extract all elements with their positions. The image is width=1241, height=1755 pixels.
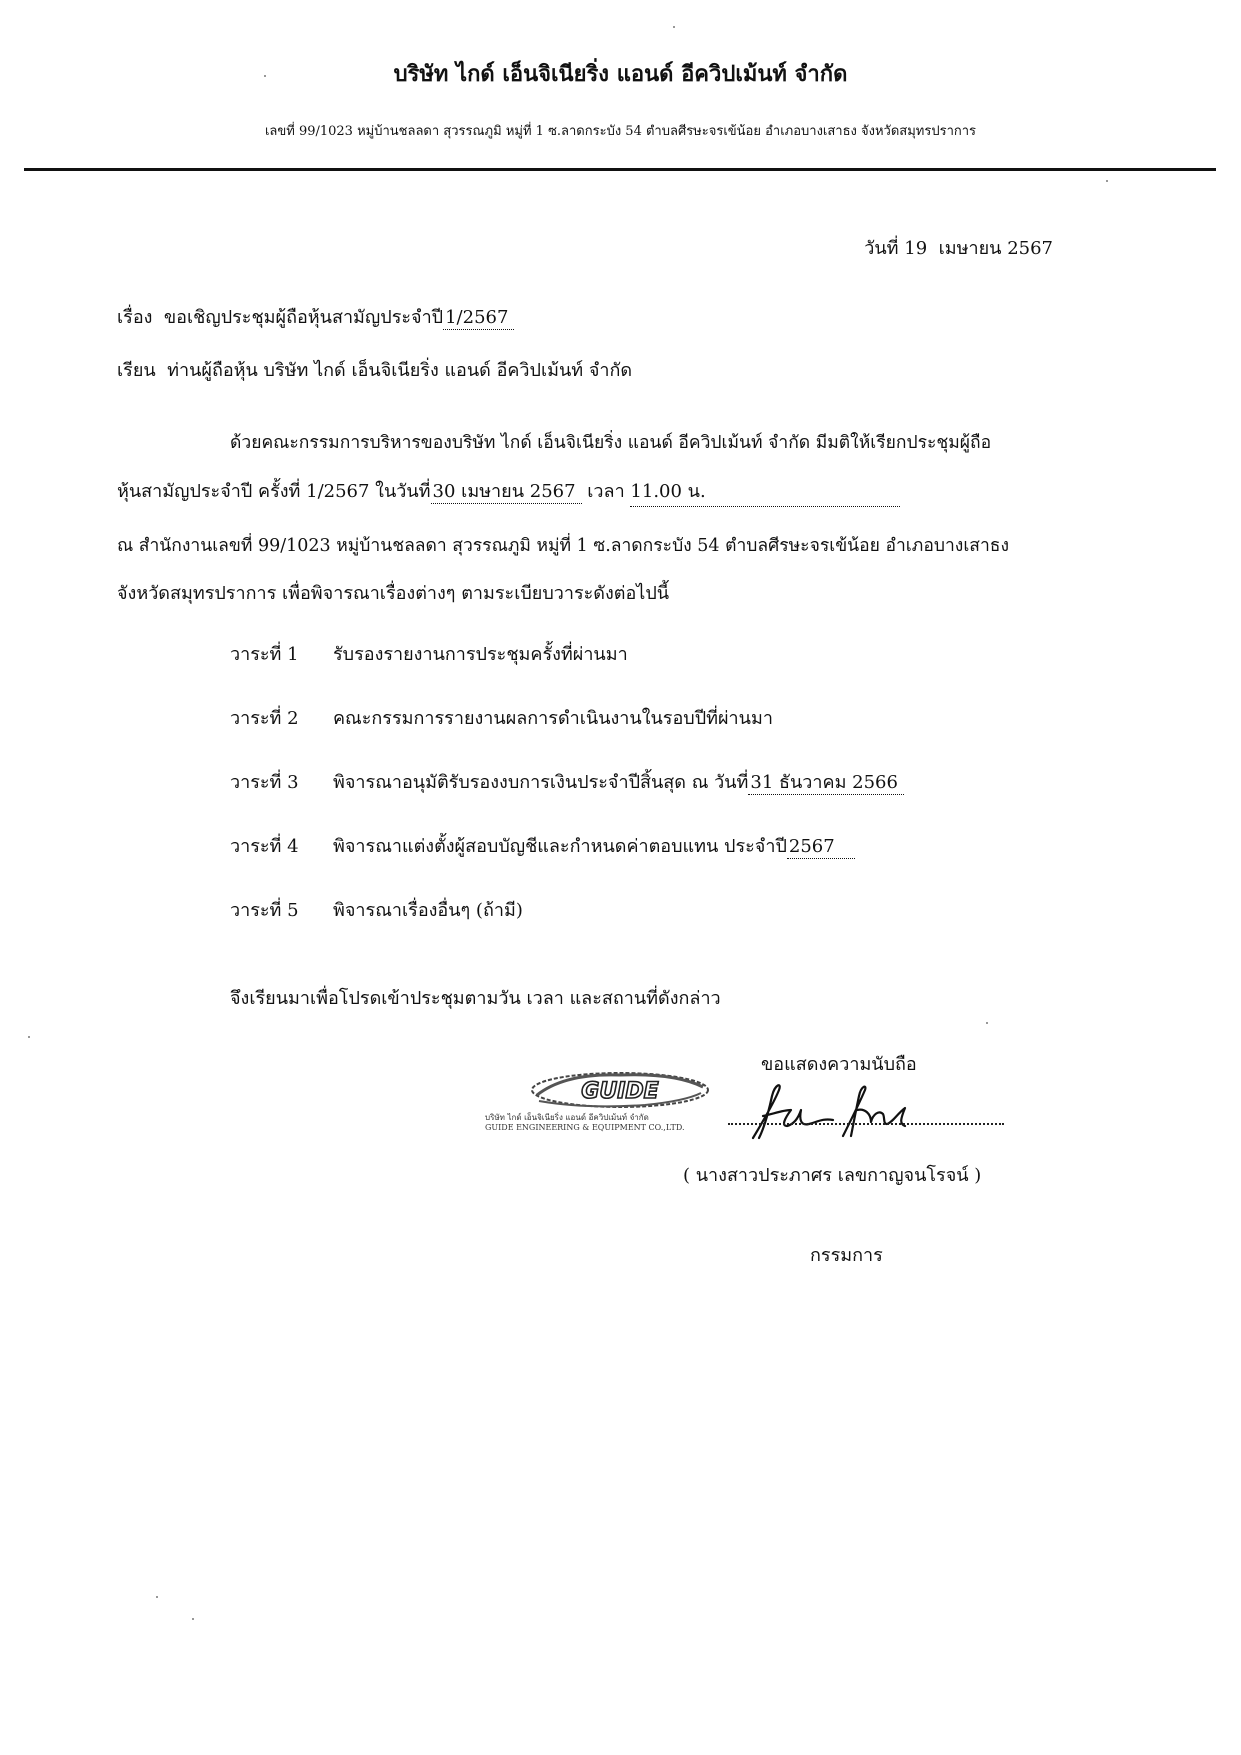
letter-date [864, 233, 1053, 262]
header-divider [24, 168, 1216, 171]
scan-speck [192, 1618, 194, 1620]
salutation-text: ท่านผู้ถือหุ้น บริษัท ไกด์ เอ็นจิเนียริ่ง แอนด์ อีควิปเม้นท์ จำกัด [167, 360, 633, 381]
subject-label: เรื่อง [117, 307, 153, 328]
stamp-line-en: GUIDE ENGINEERING & EQUIPMENT CO.,LTD. [485, 1123, 685, 1132]
agenda-text: รับรองรายงานการประชุมครั้งที่ผ่านมา [333, 644, 628, 665]
scan-speck [1106, 180, 1108, 182]
date-day: 19 [904, 238, 928, 259]
stamp-text [485, 1113, 735, 1133]
company-logo-icon [525, 1065, 715, 1115]
signer-name: ( นางสาวประภาศร เลขกาญจนโรจน์ ) [683, 1165, 982, 1186]
agenda-text: พิจารณาอนุมัติรับรองงบการเงินประจำปีสิ้นสุด ณ วันที่ [333, 772, 749, 793]
handwritten-signature [725, 1080, 945, 1150]
body-paragraph-2-line-1: ณ สำนักงานเลขที่ 99/1023 หมู่บ้านชลลดา สุวรรณภูมิ หมู่ที่ 1 ซ.ลาดกระบัง 54 ตำบลศีรษะจรเข้น้อย อำเภอบางเสาธง [117, 536, 1010, 556]
agenda-text: คณะกรรมการรายงานผลการดำเนินงานในรอบปีที่ผ่านมา [333, 708, 773, 729]
meeting-date: 30 เมษายน 2567 [431, 481, 582, 504]
company-address: เลขที่ 99/1023 หมู่บ้านชลลดา สุวรรณภูมิ หมู่ที่ 1 ซ.ลาดกระบัง 54 ตำบลศีรษะจรเข้น้อย อำเภอบางเสาธง จังหวัดสมุทรปราการ [264, 124, 977, 139]
subject-fill: 1/2567 [443, 307, 514, 330]
agenda-number: วาระที่ 1 [230, 644, 299, 665]
meeting-intro: หุ้นสามัญประจำปี ครั้งที่ 1/2567 ในวันที่ [117, 481, 431, 502]
stamp-line-th: บริษัท ไกด์ เอ็นจิเนียริ่ง แอนด์ อีควิปเม้นท์ จำกัด [485, 1113, 649, 1122]
logo-text: GUIDE [581, 1079, 659, 1104]
agenda-number: วาระที่ 2 [230, 708, 299, 729]
salutation-label: เรียน [117, 360, 156, 381]
agenda-item [230, 703, 773, 732]
closing-phrase: ขอแสดงความนับถือ [761, 1054, 917, 1075]
agenda-fill: 31 ธันวาคม 2566 [748, 772, 904, 795]
agenda-text: พิจารณาแต่งตั้งผู้สอบบัญชีและกำหนดค่าตอบแทน ประจำปี [333, 836, 787, 857]
closing-paragraph: จึงเรียนมาเพื่อโปรดเข้าประชุมตามวัน เวลา และสถานที่ดังกล่าว [230, 988, 721, 1009]
date-label: วันที่ [864, 238, 899, 259]
agenda-item [230, 831, 855, 860]
company-name: บริษัท ไกด์ เอ็นจิเนียริ่ง แอนด์ อีควิปเม้นท์ จำกัด [393, 61, 848, 87]
body-paragraph-1-line-1: ด้วยคณะกรรมการบริหารของบริษัท ไกด์ เอ็นจิเนียริ่ง แอนด์ อีควิปเม้นท์ จำกัด มีมติให้เรียกประชุมผู้ถือ [230, 433, 992, 453]
subject-text: ขอเชิญประชุมผู้ถือหุ้นสามัญประจำปี [163, 307, 444, 328]
agenda-number: วาระที่ 5 [230, 900, 299, 921]
date-month-year: เมษายน 2567 [938, 238, 1053, 259]
agenda-item [230, 639, 628, 668]
body-paragraph-1-line-2 [117, 476, 900, 507]
scan-speck [673, 26, 675, 28]
agenda-text: พิจารณาเรื่องอื่นๆ (ถ้ามี) [333, 900, 523, 921]
meeting-time: 11.00 น. [630, 476, 900, 507]
scan-speck [156, 1596, 158, 1598]
agenda-item [230, 767, 904, 796]
scan-speck [986, 1022, 988, 1024]
agenda-number: วาระที่ 3 [230, 772, 299, 793]
scan-speck [264, 75, 266, 77]
agenda-number: วาระที่ 4 [230, 836, 299, 857]
scan-speck [28, 1036, 30, 1038]
company-stamp [485, 1065, 735, 1151]
agenda-fill: 2567 [787, 836, 855, 859]
signer-title: กรรมการ [810, 1245, 883, 1266]
agenda-item [230, 895, 523, 924]
salutation-line [117, 355, 632, 384]
subject-line [117, 302, 514, 331]
signature-line [728, 1123, 1004, 1125]
time-label: เวลา [587, 481, 625, 502]
body-paragraph-2-line-2: จังหวัดสมุทรปราการ เพื่อพิจารณาเรื่องต่างๆ ตามระเบียบวาระดังต่อไปนี้ [117, 583, 670, 604]
